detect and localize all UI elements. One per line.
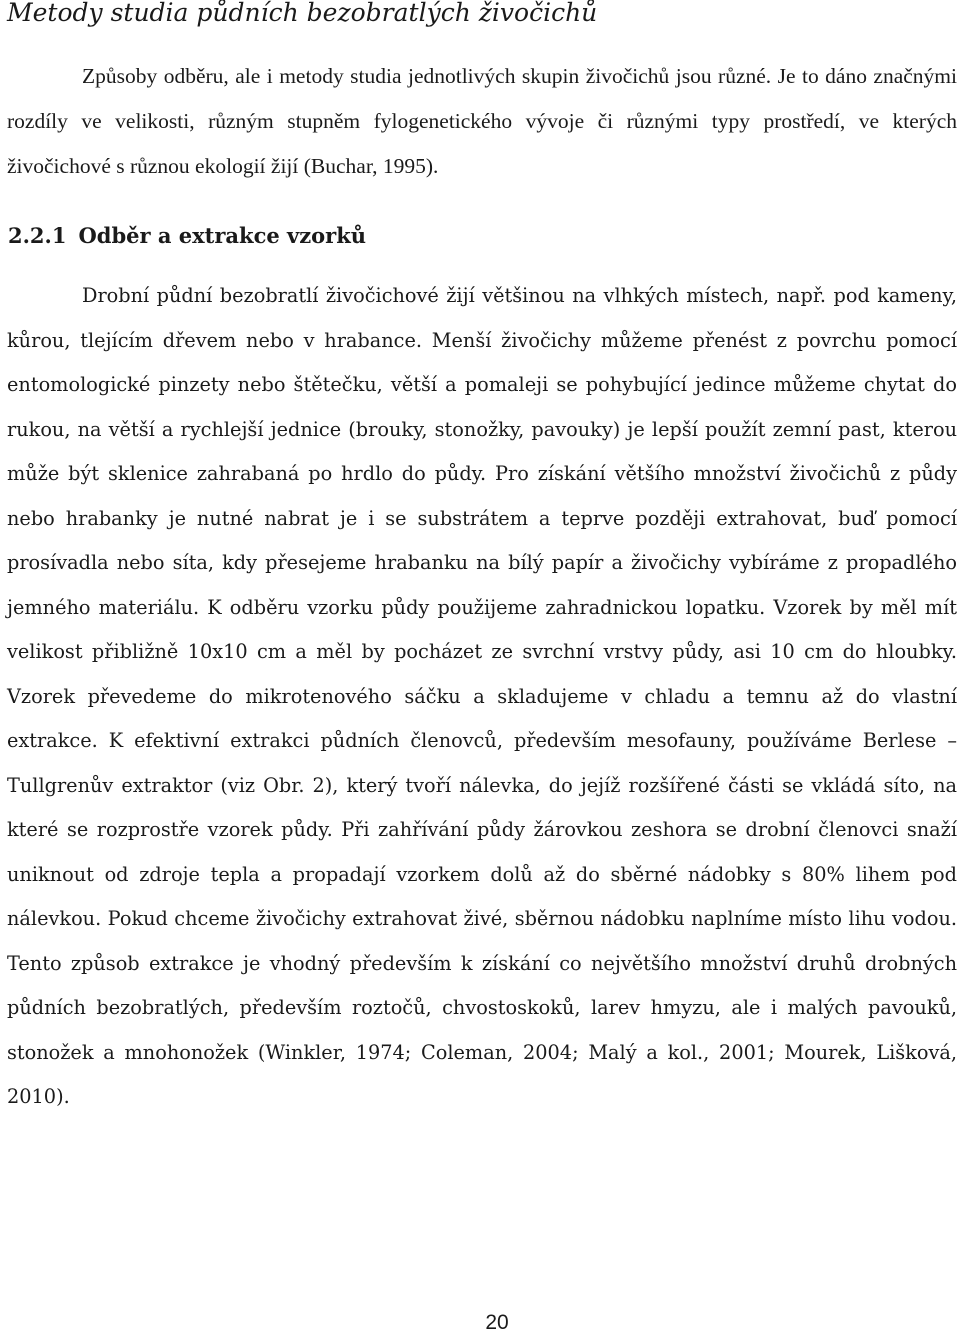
page-title: Metody studia půdních bezobratlých živočichů xyxy=(7,0,598,27)
page-number: 20 xyxy=(485,1311,509,1334)
section-paragraph: Drobní půdní bezobratlí živočichové žijí většinou na vlhkých místech, např. pod kameny, kůrou, tlejícím dřevem nebo v hrabance. Menší živočichy můžeme přenést z povrchu pomocí entomologické pinzety nebo štětečku, větší a pomaleji se pohybující jedince můžeme chytat do rukou, na větší a rychlejší jednice (brouky, stonožky, pavouky) je lepší použít zemní past, kterou může být sklenice zahrabaná po hrdlo do půdy. Pro získání většího množství živočichů z půdy nebo hrabanky je nutné nabrat je i se substrátem a teprve později extrahovat, buď pomocí prosívadla nebo síta, kdy přesejeme hrabanku na bílý papír a živočichy vybíráme z propadlého jemného materiálu. K odběru vzorku půdy použijeme zahradnickou lopatku. Vzorek by měl mít velikost přibližně 10x10 cm a měl by pocházet ze svrchní vrstvy půdy, asi 10 cm do hloubky. Vzorek převedeme do mikrotenového sáčku a skladujeme v chladu a temnu až do vlastní extrakce. K efektivní extrakci půdních členovců, především mesofauny, používáme Berlese – Tullgrenův extraktor (viz Obr. 2), který tvoří nálevka, do jejíž rozšířené části se vkládá síto, na které se rozprostře vzorek půdy. Při zahřívání půdy žárovkou zeshora se drobní členovci snaží uniknout od zdroje tepla a propadají vzorkem dolů až do sběrné nádobky s 80% lihem pod nálevkou. Pokud chceme živočichy extrahovat živé, sběrnou nádobku naplníme místo lihu vodou. Tento způsob extrakce je vhodný především k získání co největšího množství druhů drobných půdních bezobratlých, především roztočů, chvostoskoků, larev hmyzu, ale i malých pavouků, stonožek a mnohonožek (Winkler, 1974; Coleman, 2004; Malý a kol., 2001; Mourek, Lišková, 2010). xyxy=(7,284,957,1108)
section-title: Odběr a extrakce vzorků xyxy=(78,223,367,248)
intro-paragraph: Způsoby odběru, ale i metody studia jednotlivých skupin živočichů jsou různé. Je to dáno značnými rozdíly ve velikosti, různým stupněm fylogenetického vývoje či různými typy prostředí, ve kterých živočichové s různou ekologií žijí (Buchar, 1995). xyxy=(7,64,957,178)
section-number: 2.2.1 xyxy=(8,223,67,248)
section-heading xyxy=(8,218,366,254)
